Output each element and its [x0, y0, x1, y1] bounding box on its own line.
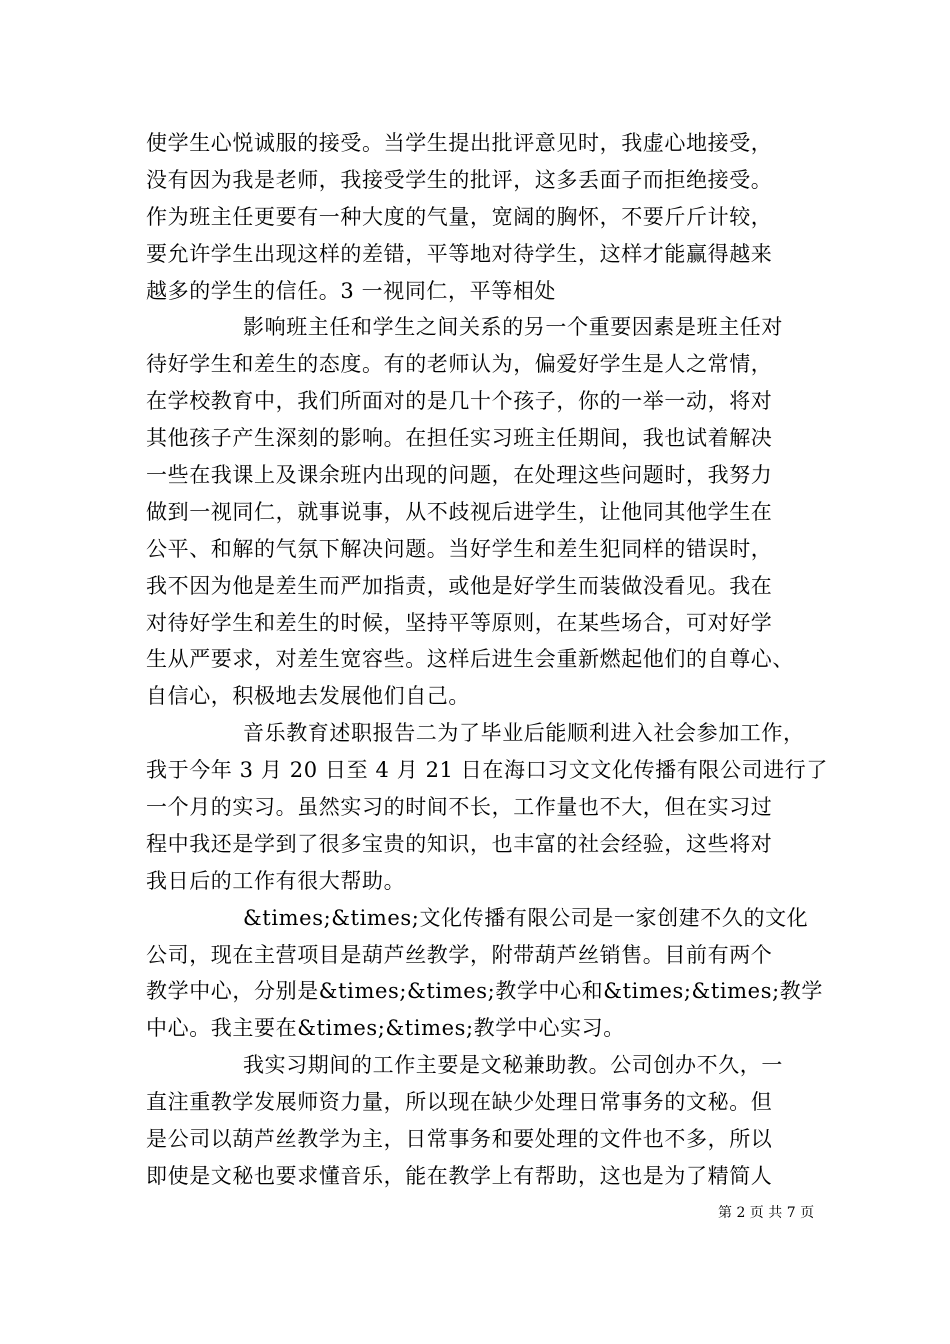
- text-line: 对待好学生和差生的时候，坚持平等原则，在某些场合，可对好学: [146, 610, 773, 635]
- text-line: 影响班主任和学生之间关系的另一个重要因素是班主任对: [243, 315, 783, 340]
- text-line: 一个月的实习。虽然实习的时间不长，工作量也不大，但在实习过: [146, 795, 773, 820]
- text-line: 一些在我课上及课余班内出现的问题，在处理这些问题时，我努力: [146, 463, 773, 488]
- text-line: 公平、和解的气氛下解决问题。当好学生和差生犯同样的错误时，: [146, 536, 773, 561]
- text-line: 程中我还是学到了很多宝贵的知识，也丰富的社会经验，这些将对: [146, 831, 773, 856]
- text-line: 即使是文秘也要求懂音乐，能在教学上有帮助，这也是为了精简人: [146, 1163, 773, 1188]
- text-line: 越多的学生的信任。3 一视同仁，平等相处: [146, 278, 557, 303]
- text-line: 中心。我主要在&times;&times;教学中心实习。: [146, 1016, 625, 1041]
- text-line: 在学校教育中，我们所面对的是几十个孩子，你的一举一动，将对: [146, 389, 773, 414]
- text-line: 音乐教育述职报告二为了毕业后能顺利进入社会参加工作，: [243, 721, 805, 746]
- text-line: 公司，现在主营项目是葫芦丝教学，附带葫芦丝销售。目前有两个: [146, 942, 773, 967]
- text-line: 没有因为我是老师，我接受学生的批评，这多丢面子而拒绝接受。: [146, 167, 773, 192]
- text-line: 是公司以葫芦丝教学为主，日常事务和要处理的文件也不多，所以: [146, 1127, 773, 1152]
- text-line: 使学生心悦诚服的接受。当学生提出批评意见时，我虚心地接受，: [146, 131, 773, 155]
- body-text: [146, 125, 826, 1195]
- text-line: 做到一视同仁，就事说事，从不歧视后进学生，让他同其他学生在: [146, 499, 773, 524]
- text-line: 要允许学生出现这样的差错，平等地对待学生，这样才能赢得越来: [146, 241, 773, 266]
- text-line: 我日后的工作有很大帮助。: [146, 868, 406, 893]
- text-line: 我于今年 3 月 20 日至 4 月 21 日在海口习文文化传播有限公司进行了: [146, 758, 828, 783]
- text-line: 作为班主任更要有一种大度的气量，宽阔的胸怀，不要斤斤计较，: [146, 204, 773, 229]
- text-line: 直注重教学发展师资力量，所以现在缺少处理日常事务的文秘。但: [146, 1090, 773, 1115]
- text-line: 自信心，积极地去发展他们自己。: [146, 684, 470, 709]
- text-line: 生从严要求，对差生宽容些。这样后进生会重新燃起他们的自尊心、: [146, 647, 794, 672]
- text-line: 其他孩子产生深刻的影响。在担任实习班主任期间，我也试着解决: [146, 426, 773, 451]
- text-line: 待好学生和差生的态度。有的老师认为，偏爱好学生是人之常情，: [146, 352, 773, 377]
- page-footer: 第 2 页 共 7 页: [718, 1205, 815, 1221]
- text-line: 我实习期间的工作主要是文秘兼助教。公司创办不久，一: [243, 1053, 783, 1078]
- text-line: 教学中心，分别是&times;&times;教学中心和&times;&times;教学: [146, 979, 823, 1004]
- text-line: 我不因为他是差生而严加指责，或他是好学生而装做没看见。我在: [146, 573, 773, 598]
- text-line: &times;&times;文化传播有限公司是一家创建不久的文化: [243, 905, 809, 930]
